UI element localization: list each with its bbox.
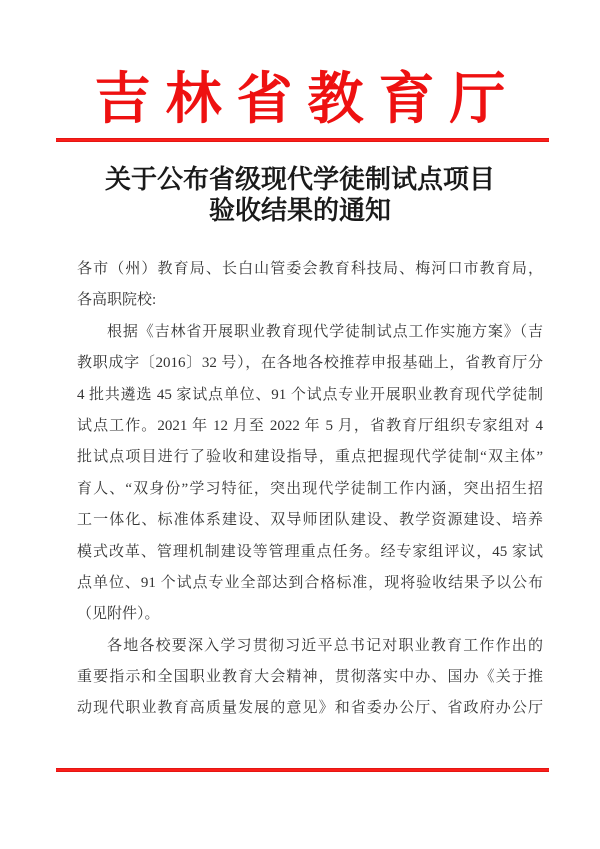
body-line: 各高职院校: [77,292,157,309]
document-body [77,254,543,725]
document-title-line1: 关于公布省级现代学徒制试点项目 [104,165,495,194]
body-line: 4 批共遴选 45 家试点单位、91 个试点专业开展职业教育现代学徒制 [77,386,543,403]
body-line: 重要指示和全国职业教育大会精神，贯彻落实中办、国办《关于推 [77,669,543,686]
body-line: 批试点项目进行了验收和建设指导，重点把握现代学徒制“双主体” [77,449,543,466]
letterhead-rule [56,138,549,142]
document-title-line2: 验收结果的通知 [208,196,391,225]
body-line: 模式改革、管理机制建设等管理重点任务。经专家组评议，45 家试 [77,543,543,560]
body-line: 各地各校要深入学习贯彻习近平总书记对职业教育工作作出的 [107,637,543,654]
body-line: 动现代职业教育高质量发展的意见》和省委办公厅、省政府办公厅 [77,700,543,717]
body-line: 工一体化、标准体系建设、双导师团队建设、教学资源建设、培养 [77,512,543,529]
body-line: 育人、“双身份”学习特征，突出现代学徒制工作内涵，突出招生招 [77,480,543,497]
body-line: 各市（州）教育局、长白山管委会教育科技局、梅河口市教育局， [77,261,543,277]
body-line: 试点工作。2021 年 12 月至 2022 年 5 月，省教育厅组织专家组对 4 [77,417,543,434]
body-line: 教职成字〔2016〕32 号），在各地各校推荐申报基础上，省教育厅分 [77,355,543,372]
document-title [0,164,600,226]
body-line: 根据《吉林省开展职业教育现代学徒制试点工作实施方案》（吉 [107,323,543,340]
body-line: 点单位、91 个试点专业全部达到合格标准，现将验收结果予以公布 [77,574,543,591]
body-line: （见附件）。 [77,606,160,623]
letterhead-title: 吉林省教育厅 [94,69,521,131]
footer-rule [56,768,549,772]
